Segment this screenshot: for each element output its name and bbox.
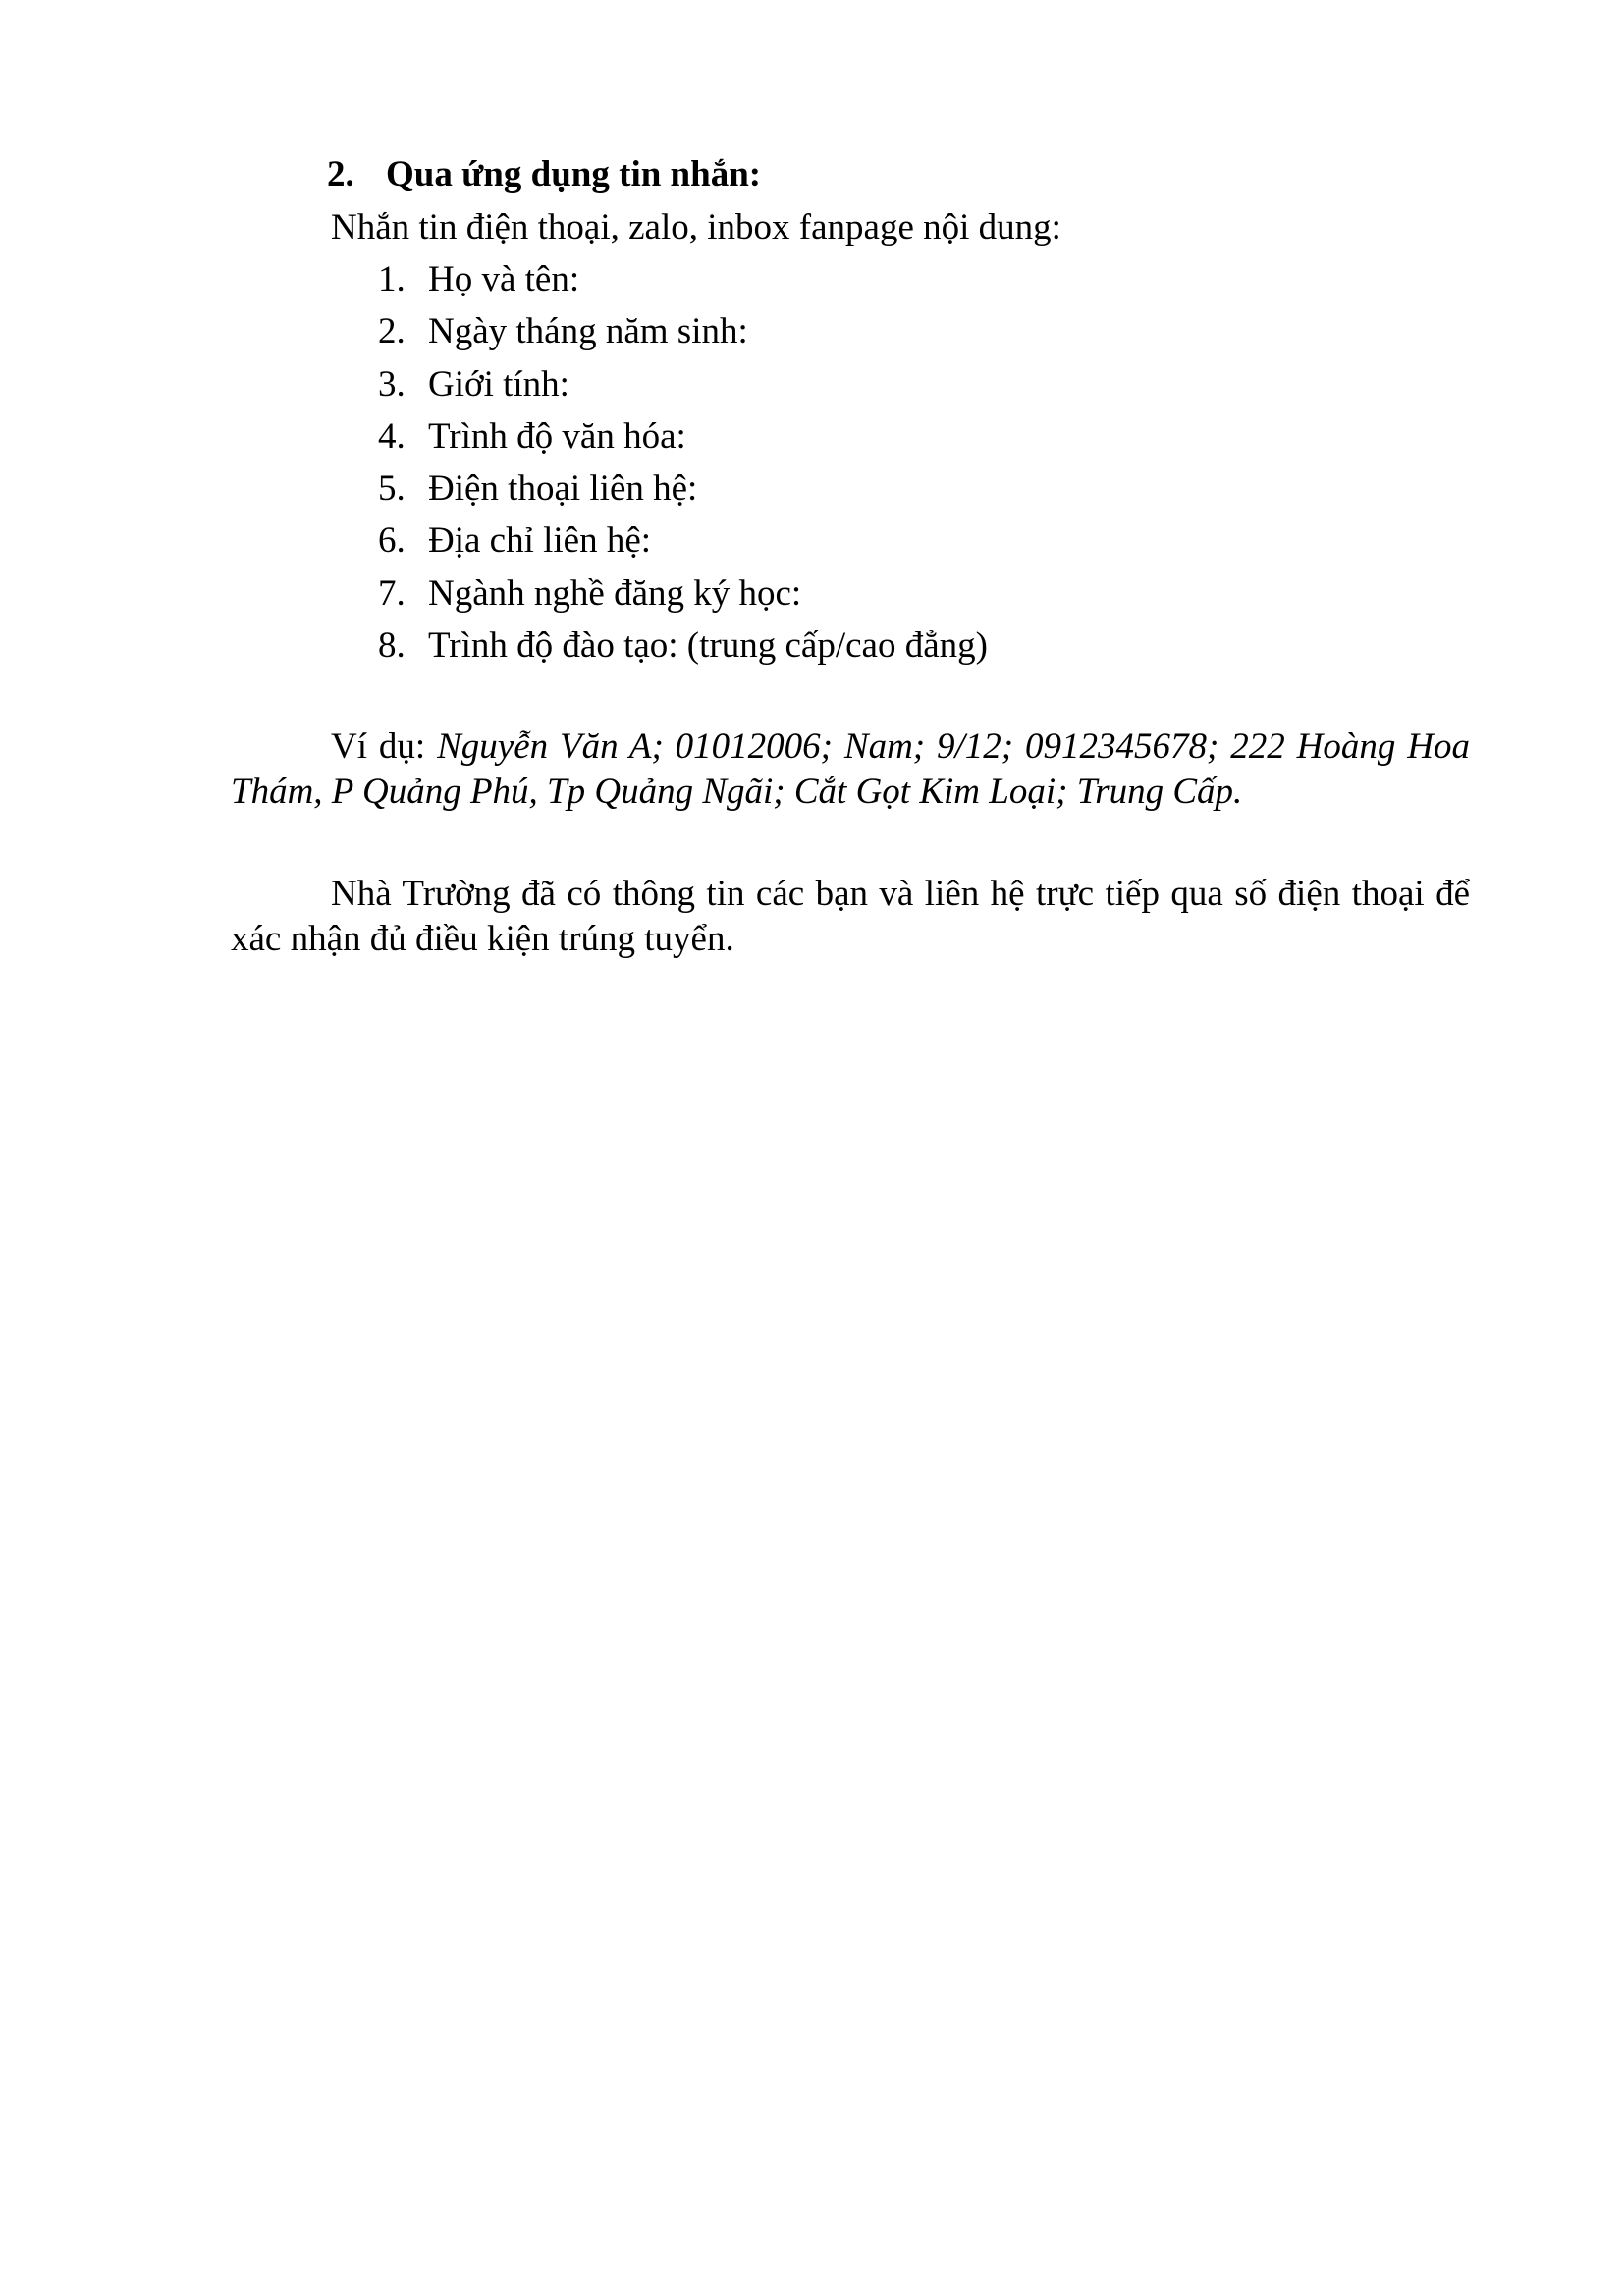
intro-text: Nhắn tin điện thoại, zalo, inbox fanpage nội dung: (331, 207, 1061, 247)
list-item-number: 3. (378, 363, 406, 404)
list-item-label: Giới tính: (428, 363, 569, 404)
list-item-label: Ngày tháng năm sinh: (428, 311, 748, 352)
list-item-label: Họ và tên: (428, 259, 580, 299)
closing-paragraph: Nhà Trường đã có thông tin các bạn và liên hệ trực tiếp qua số điện thoại để xác nhận đủ điều kiện trúng tuyển. (231, 874, 1470, 959)
example-text: Nguyễn Văn A; 01012006; Nam; 9/12; 0912345678; 222 Hoàng Hoa Thám, P Quảng Phú, Tp Quảng Ngãi; Cắt Gọt Kim Loại; Trung Cấp. (231, 726, 1470, 812)
list-item-number: 8. (378, 625, 406, 667)
list-item-number: 6. (378, 520, 406, 561)
section-title: Qua ứng dụng tin nhắn: (386, 154, 762, 194)
list-item-number: 2. (378, 311, 406, 352)
list-item-label: Trình độ đào tạo: (trung cấp/cao đẳng) (428, 625, 988, 667)
example-paragraph (231, 724, 1470, 815)
list-item-label: Địa chỉ liên hệ: (428, 520, 652, 561)
list-item (378, 619, 988, 671)
list-item (378, 410, 988, 462)
example-label: Ví dụ: (331, 726, 426, 767)
required-fields-list (378, 253, 988, 671)
list-item (378, 514, 988, 566)
list-item-number: 7. (378, 572, 406, 614)
list-item-number: 5. (378, 468, 406, 509)
list-item-label: Trình độ văn hóa: (428, 415, 686, 456)
list-item (378, 358, 988, 410)
list-item-label: Ngành nghề đăng ký học: (428, 572, 802, 614)
section-heading (327, 149, 761, 200)
list-item-number: 4. (378, 415, 406, 456)
section-number: 2. (327, 154, 354, 194)
list-item (378, 567, 988, 619)
list-item-number: 1. (378, 259, 406, 299)
list-item (378, 462, 988, 514)
list-item (378, 253, 988, 305)
list-item (378, 305, 988, 357)
list-item-label: Điện thoại liên hệ: (428, 468, 698, 509)
